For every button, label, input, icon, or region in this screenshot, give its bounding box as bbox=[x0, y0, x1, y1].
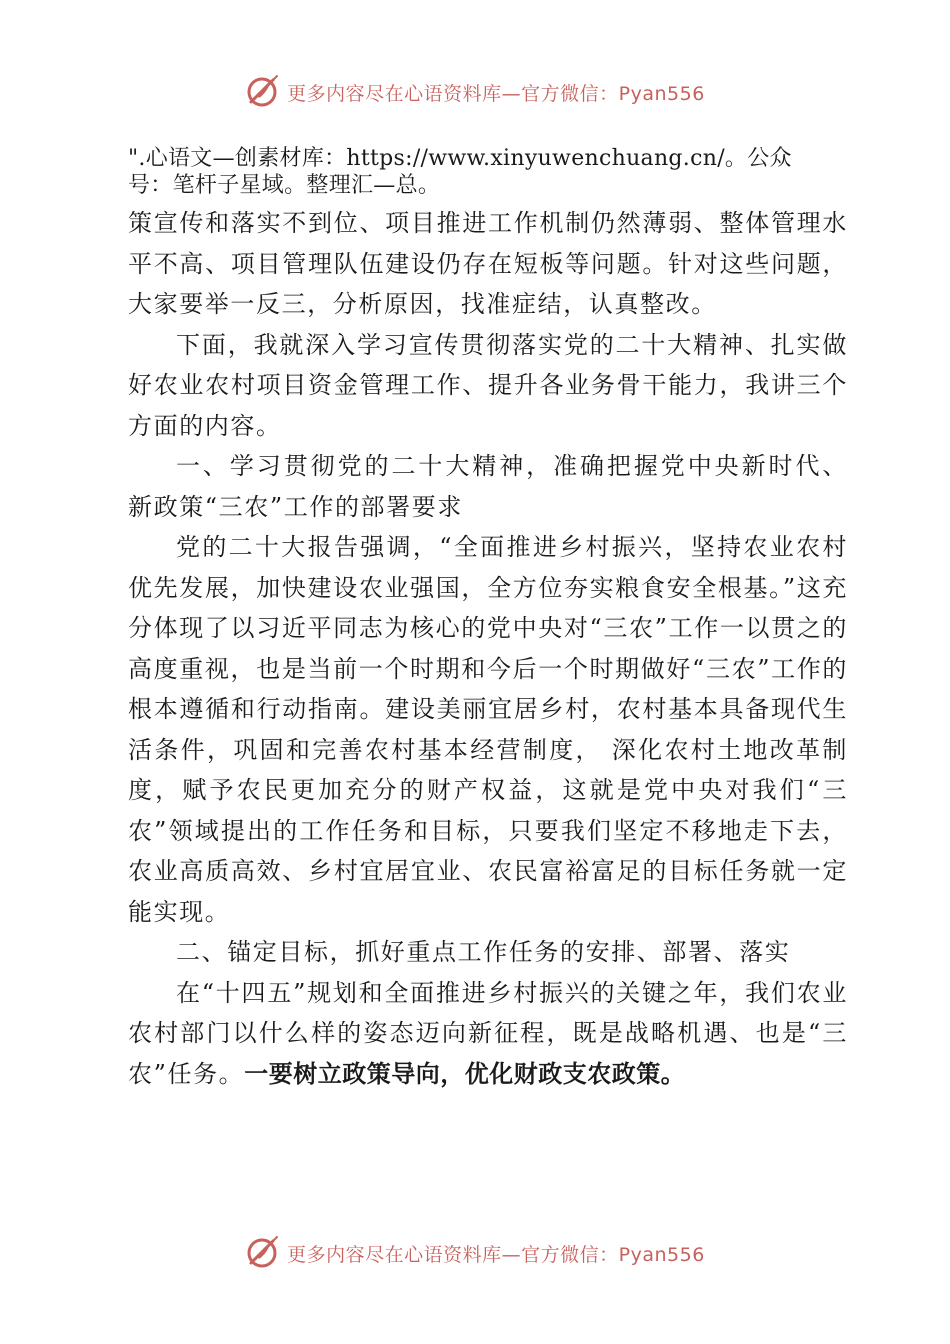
header-line-2: 号：笔杆子星域。整理汇—总。 bbox=[128, 173, 441, 198]
banner-text: 更多内容尽在心语资料库—官方微信：Pyan556 bbox=[287, 1243, 705, 1266]
paragraph-4-bold-text: 一要树立政策导向，优化财政支农政策。 bbox=[244, 1059, 686, 1088]
brush-logo-icon bbox=[245, 1235, 281, 1271]
banner-text: 更多内容尽在心语资料库—官方微信：Pyan556 bbox=[287, 82, 705, 105]
section-heading-2: 二、锚定目标，抓好重点工作任务的安排、部署、落实 bbox=[176, 938, 791, 966]
paragraph-4 bbox=[128, 973, 848, 1095]
document-body bbox=[128, 145, 848, 1094]
header-line-1: ".心语文—创素材库：https://www.xinyuwenchuang.cn/。公众 bbox=[128, 146, 792, 171]
paragraph-1: 策宣传和落实不到位、项目推进工作机制仍然薄弱、整体管理水平不高、项目管理队伍建设仍存在短板等问题。针对这些问题，大家要举一反三，分析原因，找准症结，认真整改。 bbox=[128, 209, 848, 318]
top-banner bbox=[0, 70, 950, 114]
brush-logo-icon bbox=[245, 74, 281, 110]
paragraph-4-text: 在“十四五”规划和全面推进乡村振兴的关键之年，我们农业农村部门以什么样的姿态迈向新征程，既是战略机遇、也是“三农”任务。 bbox=[128, 978, 848, 1088]
paragraph-3: 党的二十大报告强调，“全面推进乡村振兴，坚持农业农村优先发展，加快建设农业强国，全方位夯实粮食安全根基。”这充分体现了以习近平同志为核心的党中央对“三农”工作一以贯之的高度重视，也是当前一个时期和今后一个时期做好“三农”工作的根本遵循和行动指南。建设美丽宜居乡村，农村基本具备现代生活条件，巩固和完善农村基本经营制度， 深化农村土地改革制度，赋予农民更加充分的财产权益，这就是党中央对我们“三农”领域提出的工作任务和目标，只要我们坚定不移地走下去，农业高质高效、乡村宜居宜业、农民富裕富足的目标任务就一定能实现。 bbox=[128, 533, 848, 926]
paragraph-2: 下面，我就深入学习宣传贯彻落实党的二十大精神、扎实做好农业农村项目资金管理工作、提升各业务骨干能力，我讲三个方面的内容。 bbox=[128, 330, 848, 440]
section-heading-1: 一、学习贯彻党的二十大精神，准确把握党中央新时代、 新政策“三农”工作的部署要求 bbox=[128, 452, 848, 521]
bottom-banner bbox=[0, 1231, 950, 1275]
